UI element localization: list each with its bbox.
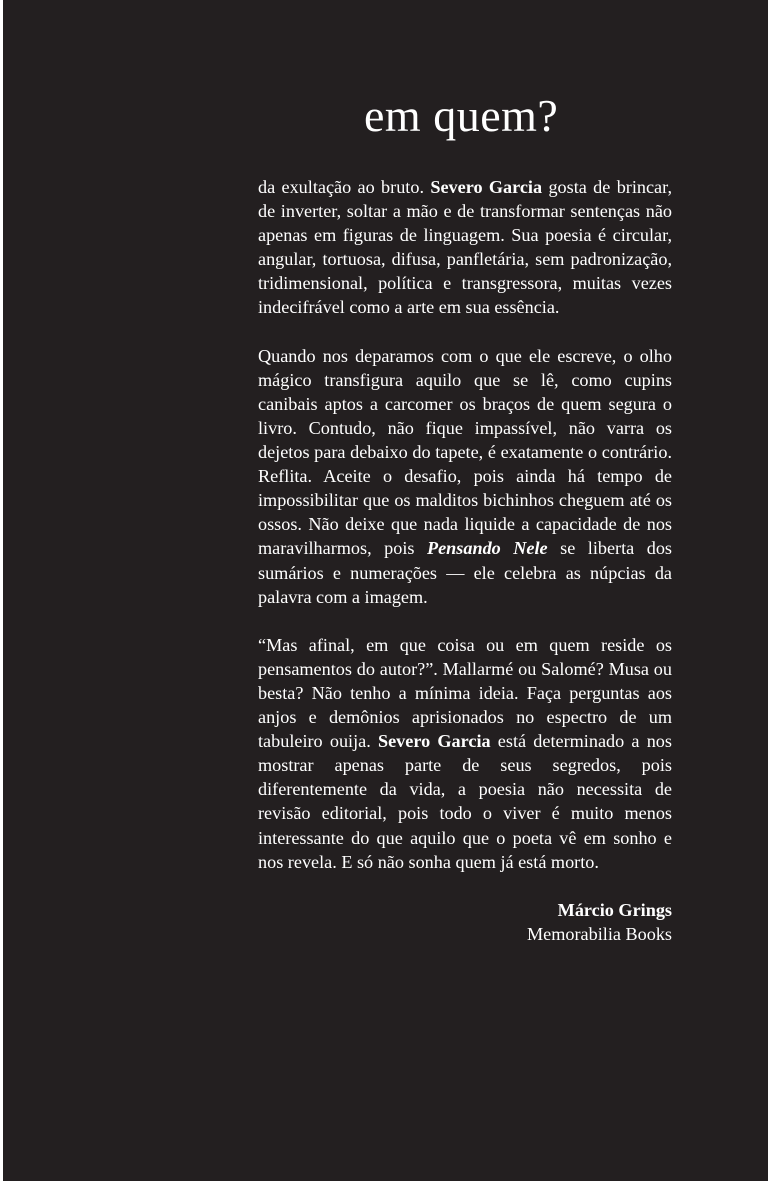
paragraph-3 [258, 633, 672, 874]
author-name: Severo Garcia [377, 731, 491, 752]
book-title: Pensando Nele [426, 538, 548, 559]
paragraph-2 [258, 344, 672, 609]
paragraph-3-text: “Mas afinal, em que coisa ou em quem reside os pensamentos do autor?”. Mallarmé ou Salomé? Musa ou besta? Não tenho a mínima ideia. Faça perguntas aos anjos e demônios aprisionados no espectro de um tabuleiro ouija. [258, 634, 672, 752]
page-edge [0, 0, 3, 1181]
paragraph-2-text-cont: se liberta dos sumários e numerações — ele celebra as núpcias da palavra com a imagem. [258, 538, 673, 607]
signature-name: Márcio Grings [557, 899, 672, 920]
paragraph-2-text: Quando nos deparamos com o que ele escreve, o olho mágico transfigura aquilo que se lê, como cupins canibais aptos a carcomer os braços de quem segura o livro. Contudo, não fique impassível, não varra os dejetos para debaixo do tapete, é exatamente o contrário. Reflita. Aceite o desafio, pois ainda há tempo de impossibilitar que os malditos bichinhos cheguem até os ossos. Não deixe que nada liquide a capacidade de nos maravilharmos, pois [258, 345, 672, 559]
page-title: em quem? [364, 90, 559, 141]
paragraph-1-text-cont: gosta de brincar, de inverter, soltar a mão e de transformar sentenças não apenas em figuras de linguagem. Sua poesia é circular, angular, tortuosa, difusa, panfletária, sem padronização, tridimensional, política e transgressora, muitas vezes indecifrável como a arte em sua essência. [258, 177, 673, 318]
body-text [258, 175, 672, 946]
paragraph-3-text-cont: está determinado a nos mostrar apenas parte de seus segredos, pois diferentemente da vida, a poesia não necessita de revisão editorial, pois todo o viver é muito menos interessante do que aquilo que o poeta vê em sonho e nos revela. E só não sonha quem já está morto. [258, 731, 672, 872]
paragraph-1 [258, 175, 672, 320]
paragraph-1-text: da exultação ao bruto. [258, 177, 431, 197]
author-name: Severo Garcia [430, 177, 543, 197]
signature-publisher: Memorabilia Books [527, 923, 672, 944]
signature [258, 898, 672, 946]
